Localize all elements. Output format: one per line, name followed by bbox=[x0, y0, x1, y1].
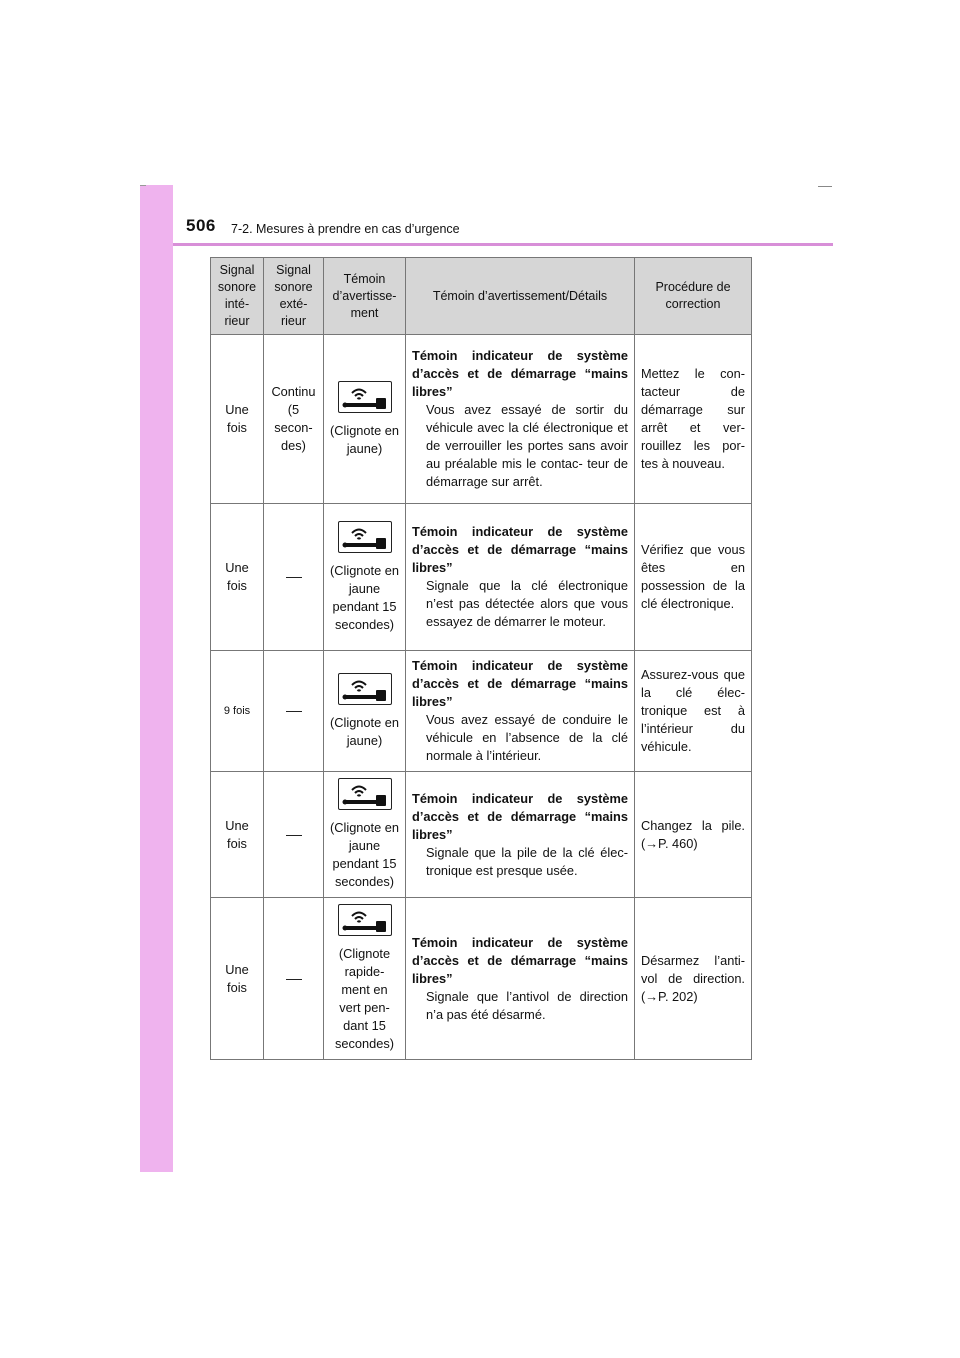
details-cell bbox=[406, 504, 635, 651]
col-header-details: Témoin d’avertissement/Détails bbox=[406, 258, 635, 335]
exterior-buzzer-cell bbox=[264, 898, 324, 1060]
indicator-title: Témoin indicateur de système d’accès et de démarrage “mains libres” bbox=[412, 790, 628, 842]
none-dash bbox=[286, 577, 302, 578]
section-title: 7-2. Mesures à prendre en cas d’urgence bbox=[231, 222, 460, 236]
details-cell bbox=[406, 335, 635, 504]
col-header-indicator: Témoin d’avertisse- ment bbox=[324, 258, 406, 335]
header-rule bbox=[173, 243, 833, 246]
details-cell bbox=[406, 898, 635, 1060]
indicator-title: Témoin indicateur de système d’accès et de démarrage “mains libres” bbox=[412, 348, 628, 399]
indicator-detail: Signale que la pile de la clé élec- tronique est presque usée. bbox=[426, 844, 628, 878]
indicator-detail: Signale que la clé électronique n’est pas détectée alors que vous essayez de démarrer le moteur. bbox=[426, 578, 628, 629]
none-dash bbox=[286, 835, 302, 836]
table-row bbox=[211, 504, 752, 651]
details-cell bbox=[406, 772, 635, 898]
exterior-buzzer-cell: Continu (5 secon- des) bbox=[264, 335, 324, 504]
correction-cell: Changez la pile. (→P. 460) bbox=[635, 772, 752, 898]
indicator-cell bbox=[324, 898, 406, 1060]
correction-cell: Assurez-vous que la clé élec- tronique est à l’intérieur du véhicule. bbox=[635, 651, 752, 772]
interior-buzzer-cell: 9 fois bbox=[211, 651, 264, 772]
table-row bbox=[211, 898, 752, 1060]
smart-key-icon bbox=[338, 904, 392, 936]
table-header-row bbox=[211, 258, 752, 335]
indicator-title: Témoin indicateur de système d’accès et de démarrage “mains libres” bbox=[412, 524, 628, 575]
details-cell bbox=[406, 651, 635, 772]
indicator-title: Témoin indicateur de système d’accès et de démarrage “mains libres” bbox=[412, 658, 628, 709]
interior-buzzer-cell: Une fois bbox=[211, 898, 264, 1060]
indicator-title: Témoin indicateur de système d’accès et de démarrage “mains libres” bbox=[412, 934, 628, 986]
correction-cell: Mettez le con- tacteur de démarrage sur arrêt et ver- rouillez les por- tes à nouveau. bbox=[635, 335, 752, 504]
indicator-cell bbox=[324, 335, 406, 504]
indicator-detail: Signale que l’antivol de direction n’a pas été désarmé. bbox=[426, 988, 628, 1022]
indicator-text: (Clignote rapide- ment en vert pen- dant 15 secondes) bbox=[334, 946, 395, 1051]
corner-mark bbox=[818, 186, 832, 187]
exterior-buzzer-cell bbox=[264, 504, 324, 651]
table-row bbox=[211, 651, 752, 772]
indicator-cell bbox=[324, 504, 406, 651]
indicator-text: (Clignote en jaune) bbox=[330, 714, 400, 748]
chapter-sidebar-tab bbox=[140, 185, 173, 1172]
smart-key-icon bbox=[338, 778, 392, 810]
indicator-cell bbox=[324, 651, 406, 772]
col-header-correction: Procédure de correction bbox=[635, 258, 752, 335]
indicator-cell bbox=[324, 772, 406, 898]
indicator-text: (Clignote en jaune pendant 15 secondes) bbox=[330, 562, 400, 632]
page-number: 506 bbox=[186, 216, 216, 235]
correction-cell: Désarmez l’anti- vol de direction. (→P. 202) bbox=[635, 898, 752, 1060]
indicator-detail: Vous avez essayé de sortir du véhicule avec la clé électronique et de verrouiller les portes sans avoir au préalable mis le contac- teur de démarrage sur arrêt. bbox=[426, 402, 628, 489]
indicator-detail: Vous avez essayé de conduire le véhicule en l’absence de la clé normale à l’intérieur. bbox=[426, 712, 628, 763]
table-row bbox=[211, 335, 752, 504]
none-dash bbox=[286, 711, 302, 712]
interior-buzzer-cell: Une fois bbox=[211, 335, 264, 504]
interior-buzzer-cell: Une fois bbox=[211, 504, 264, 651]
crop-mark bbox=[140, 185, 146, 186]
indicator-text: (Clignote en jaune) bbox=[330, 422, 400, 456]
indicator-text: (Clignote en jaune pendant 15 secondes) bbox=[330, 820, 400, 889]
smart-key-icon bbox=[338, 521, 392, 553]
exterior-buzzer-cell bbox=[264, 651, 324, 772]
table-row bbox=[211, 772, 752, 898]
exterior-buzzer-cell bbox=[264, 772, 324, 898]
smart-key-icon bbox=[338, 673, 392, 705]
correction-cell: Vérifiez que vous êtes en possession de la clé électronique. bbox=[635, 504, 752, 651]
col-header-exterior: Signal sonore exté- rieur bbox=[264, 258, 324, 335]
interior-buzzer-cell: Une fois bbox=[211, 772, 264, 898]
col-header-interior: Signal sonore inté- rieur bbox=[211, 258, 264, 335]
none-dash bbox=[286, 979, 302, 980]
smart-key-icon bbox=[338, 381, 392, 413]
warning-table bbox=[210, 257, 752, 1060]
